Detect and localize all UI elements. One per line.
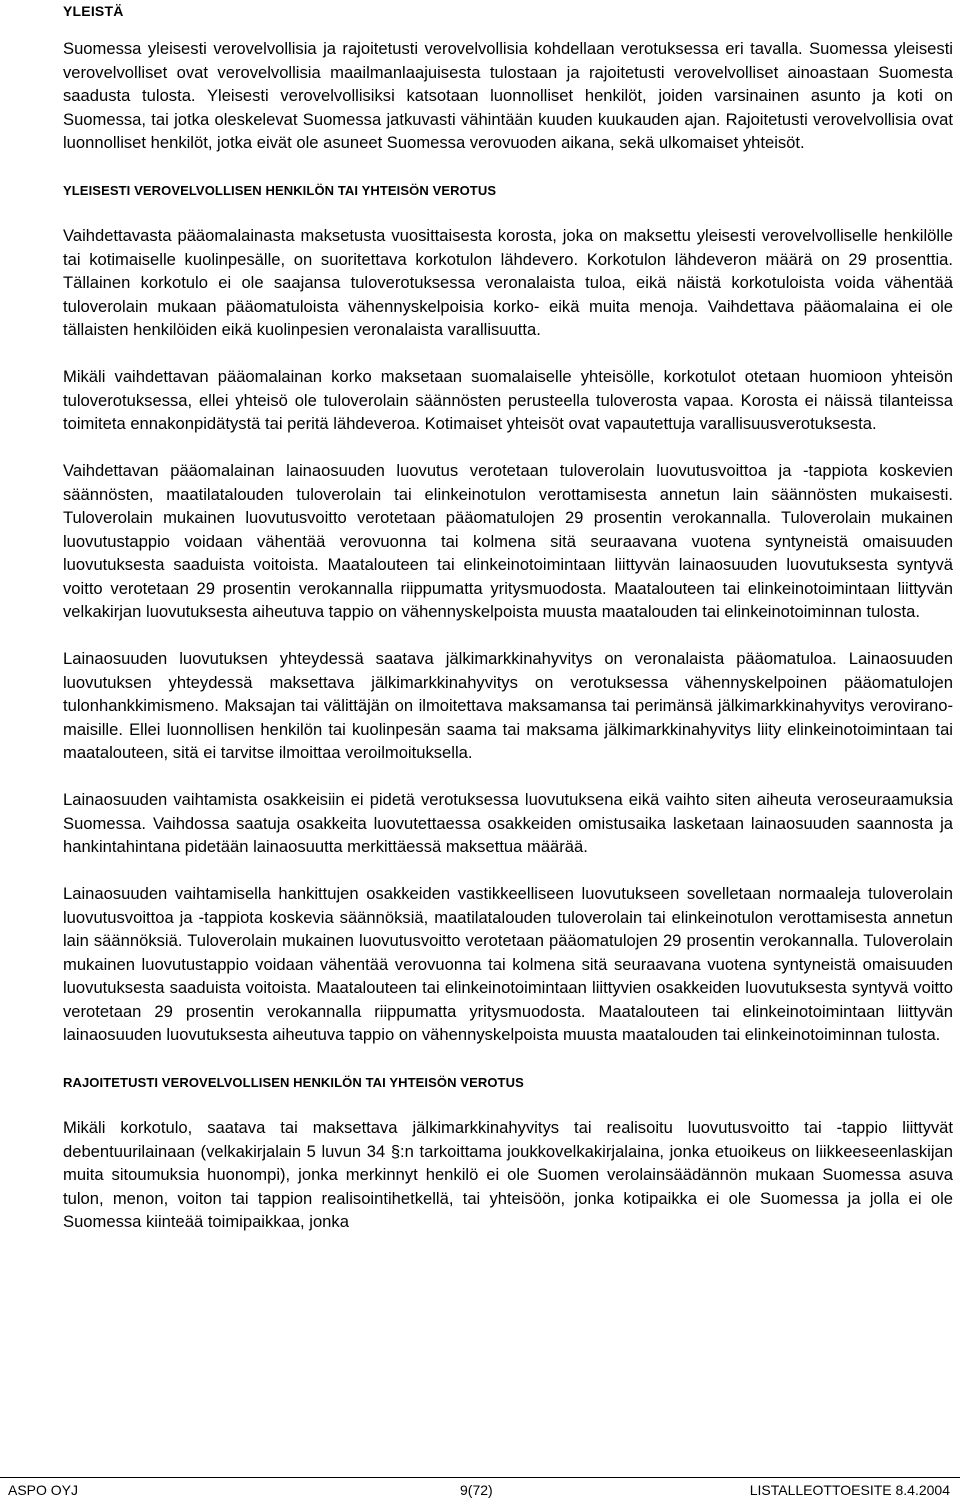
paragraph-secondary-market-compensation: Lainaosuuden luovutuksen yhteydessä saatava jälkimarkkinahyvitys on veronalaista pääomatuloa. Lainaosuuden luovutuksen yhteydessä maksettava jälkimarkkinahyvitys on verotuksessa vähennyskelpoinen pääomatulojen tulonhankkimismeno. Maksajan tai välittäjän on ilmoitettava maksamansa tai perimänsä jälkimarkkinahyvitys veroviranomaisille. Ellei luonnollisen henkilön tai kuolinpesän saama tai maksama jälkimarkkinahyvitys liity elinkeinotoimintaan tai maatalouteen, sitä ei tarvitse ilmoittaa veroilmoituksella. [63,649,953,762]
footer-document-title: LISTALLEOTTOESITE 8.4.2004 [749,1482,950,1498]
paragraph-converted-share-transfer: Lainaosuuden vaihtamisella hankittujen osakkeiden vastikkeelliseen luovutukseen sovelletaan normaaleja tuloverolain luovutusvoittoa ja -tappiota koskevia säännöksiä, maatilatalouden tuloverolain tai elinkeinotulon verottamisesta annetun lain säännöksiä. Tuloverolain mukainen luovutusvoitto verotetaan pääomatulojen 29 prosentin verokannalla. Tuloverolain mukainen luovutustappio voidaan vähentää verovuonna tai kolmena sitä seuraavana vuotena syntyneistä omaisuuden luovutuksesta saaduista voitoista. Maatalouteen tai elinkeinotoimintaan liittyvien osakkeiden luovutuksesta syntyvä voitto verotetaan 29 prosentin verokannalla riippumatta yritysmuodosta. Maatalouteen tai elinkeinotoimintaan liittyvän lainaosuuden luovutuksesta aiheutuva tappio on vähennyskelpoista muusta maatalouden tai elinkeinotoiminnan tulosta. [63,884,953,1044]
paragraph-share-conversion: Lainaosuuden vaihtamista osakkeisiin ei pidetä verotuksessa luovutuksena eikä vaihto siten aiheuta veroseuraamuksia Suomessa. Vaihdossa saatuja osakkeita luovutettaessa osakkeiden omistusaika lasketaan lainaosuuden saannosta ja hankintahintana pidetään lainaosuutta merkittäessä maksettua määrää. [63,790,953,856]
section-heading-general-tax: YLEISESTI VEROVELVOLLISEN HENKILÖN TAI YHTEISÖN VEROTUS [63,182,497,198]
footer-page-number: 9(72) [460,1482,493,1498]
intro-paragraph: Suomessa yleisesti verovelvollisia ja rajoitetusti verovelvollisia kohdellaan verotuksessa eri tavalla. Suomessa yleisesti verovelvolliset ovat verovelvollisia maailmanlaajuisesta tulostaan ja rajoitetusti verovelvolliset ainoastaan Suomesta saadusta tulosta. Yleisesti verovelvollisiksi katsotaan luonnolliset henkilöt, joiden varsinainen asunto ja koti on Suomessa, tai jotka oleskelevat Suomessa jatkuvasti vähintään kuuden kuukauden ajan. Rajoitetusti verovelvollisia ovat luonnolliset henkilöt, jotka eivät ole asuneet Suomessa verovuoden aikana, sekä ulkomaiset yhteisöt. [63,39,953,152]
paragraph-interest-withholding: Vaihdettavasta pääomalainasta maksetusta vuosittaisesta korosta, joka on maksettu yleisesti verovelvolliselle henkilölle tai kotimaiselle kuolinpesälle, on suoritettava korkotulon lähdevero. Korkotulon lähdeveron määrä on 29 prosenttia. Tällainen korkotulo ei ole saajansa tuloverotuksessa veronalaista tuloa, eikä näistä korkotuloista voida vähentää tuloverolain mukaan pääomatuloista vähennyskelpoisia korko- eikä muita menoja. Vaihdettava pääomalaina ei ole tällaisten henkilöiden eikä kuolinpesien veronalaista varallisuutta. [63,226,953,339]
page-heading: YLEISTÄ [63,3,124,19]
page-footer [0,1481,960,1499]
document-body [63,37,953,1234]
footer-divider [0,1477,960,1478]
footer-company: ASPO OYJ [8,1482,79,1498]
paragraph-loan-transfer: Vaihdettavan pääomalainan lainaosuuden luovutus verotetaan tuloverolain luovutusvoittoa ja -tappiota koskevien säännösten, maatilatalouden tuloverolain tai elinkeinotulon verottamisesta annetun lain säännösten mukaisesti. Tuloverolain mukainen luovutusvoitto verotetaan pääomatulojen 29 prosentin verokannalla. Tuloverolain mukainen luovutustappio voidaan vähentää verovuonna tai kolmena sitä seuraavana vuotena syntyneistä omaisuuden luovutuksesta saaduista voitoista. Maatalouteen tai elinkeinotoimintaan liittyvän lainaosuuden luovutuksesta syntyvä voitto verotetaan 29 prosentin verokannalla riippumatta yritysmuodosta. Maatalouteen tai elinkeinotoimintaan liittyvän velkakirjan luovutuksesta aiheutuva tappio on vähennyskelpoista muusta maatalouden tai elinkeinotoiminnan tulosta. [63,461,953,621]
paragraph-corporate-interest: Mikäli vaihdettavan pääomalainan korko maksetaan suomalaiselle yhteisölle, korkotulot otetaan huomioon yhteisön tuloverotuksessa, ellei yhteisö ole tuloverolain säännösten perusteella tuloverosta vapaa. Korosta ei näissä tilanteissa toimiteta ennakonpidätystä tai peritä lähdeveroa. Kotimaiset yhteisöt ovat vapautettuja varallisuusverotuksesta. [63,367,953,433]
paragraph-debenture-loan: Mikäli korkotulo, saatava tai maksettava jälkimarkkinahyvitys tai realisoitu luovutusvoitto tai -tappio liittyvät debentuurilainaan (velkakirjalain 5 luvun 34 §:n tarkoittama joukkovelkakirjalaina, jonka etuoikeus on liikkeeseenlaskijan muita sitoumuksia huonompi), jonka merkinnyt henkilö ei ole Suomen verolainsäädännön mukaan Suomessa asuva tulon, menon, voiton tai tappion realisointihetkellä, tai yhteisöön, jonka kotipaikka ei ole Suomessa ja jolla ei ole Suomessa kiinteää toimipaikkaa, jonka [63,1118,953,1231]
section-heading-limited-tax: RAJOITETUSTI VEROVELVOLLISEN HENKILÖN TAI YHTEISÖN VEROTUS [63,1074,524,1090]
